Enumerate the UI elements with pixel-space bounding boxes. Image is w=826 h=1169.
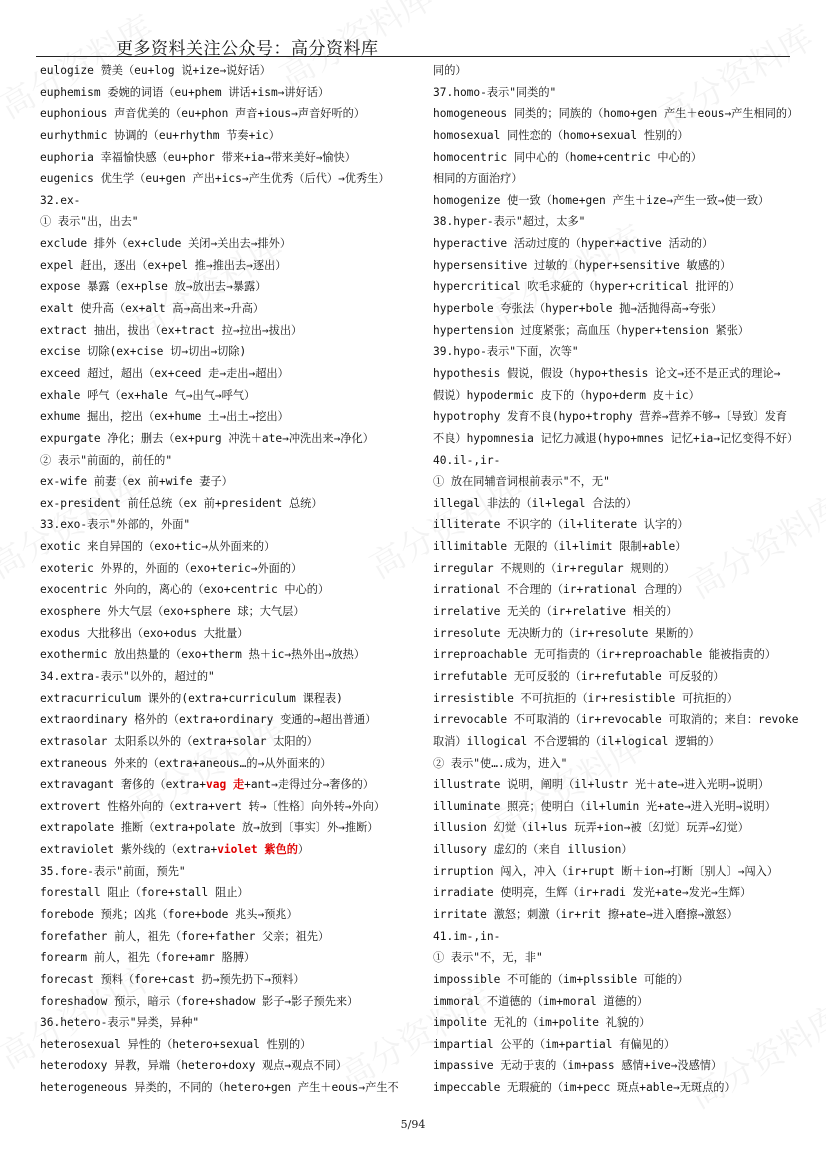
text-line: 同的） [433, 64, 467, 77]
text-line: extrapolate 推断（extra+polate 放→放到〔事实〕外→推断） [40, 821, 379, 835]
text-line: irruption 闯入，冲入（ir+rupt 断＋ion→打断〔别人〕→闯入） [433, 864, 779, 878]
left-column [40, 60, 426, 1099]
text-line: illiterate 不识字的（il+literate 认字的） [433, 518, 689, 532]
text-line: extravagant 奢侈的（extra+vag 走+ant→走得过分→奢侈的） [40, 778, 375, 792]
text-line: extrasolar 太阳系以外的（extra+solar 太阳的） [40, 734, 318, 748]
text-line: 相同的方面治疗） [433, 172, 523, 186]
text-line: heterogeneous 异类的，不同的（hetero+gen 产生＋eous→产生不 [40, 1081, 399, 1095]
text-line: extraneous 外来的（extra+aneous…的→从外面来的） [40, 756, 332, 770]
text-line: extraordinary 格外的（extra+ordinary 变通的→超出普通） [40, 713, 377, 727]
text-line: illusion 幻觉（il+lus 玩弄+ion→被〔幻觉〕玩弄→幻觉） [433, 821, 749, 835]
text-line: extract 抽出，拔出（ex+tract 拉→拉出→拔出） [40, 323, 303, 337]
text-line: irresolute 无决断力的（ir+resolute 果断的） [433, 626, 700, 640]
text-line: irreproachable 无可指责的（ir+reproachable 能被指责的） [433, 648, 777, 662]
text-line: hyperbole 夸张法（hyper+bole 抛→活抛得高→夸张） [433, 302, 723, 316]
text-line: impossible 不可能的（im+plssible 可能的） [433, 972, 689, 986]
highlighted-text: vag 走 [206, 778, 245, 792]
text-line: impeccable 无瑕疵的（im+pecc 斑点+able→无斑点的） [433, 1081, 736, 1095]
text-line: illusory 虚幻的（来自 illusion） [433, 843, 633, 857]
text-line: hyperactive 活动过度的（hyper+active 活动的） [433, 237, 714, 251]
text-line: extracurriculum 课外的(extra+curriculum 课程表) [40, 691, 343, 705]
text-line: 36.hetero-表示"异类，异种" [40, 1016, 200, 1030]
text-line: forebode 预兆；凶兆（fore+bode 兆头→预兆） [40, 907, 298, 921]
text-line: 不良）hypomnesia 记忆力减退(hypo+mnes 记忆+ia→记忆变得不好） [433, 431, 799, 445]
text-line: irrelative 无关的（ir+relative 相关的） [433, 605, 678, 619]
text-line: hypertension 过度紧张；高血压（hyper+tension 紧张） [433, 323, 750, 337]
text-line: ex-wife 前妻（ex 前+wife 妻子） [40, 475, 233, 489]
text-line: 40.il-,ir- [433, 453, 501, 467]
text-line: exhale 呼气（ex+hale 气→出气→呼气） [40, 388, 256, 402]
text-line: homogenize 使一致（home+gen 产生＋ize→产生一致→使一致） [433, 193, 770, 207]
text-line: 38.hyper-表示"超过，太多" [433, 215, 586, 229]
page-number: 5/94 [400, 1118, 426, 1131]
right-column [433, 60, 803, 1099]
text-line: forearm 前人，祖先（fore+amr 胳膊） [40, 951, 256, 965]
text-line: irradiate 使明亮，生辉（ir+radi 发光+ate→发光→生辉） [433, 886, 752, 900]
text-line: 39.hypo-表示"下面，次等" [433, 345, 579, 359]
text-line: eulogize 赞美（eu+log 说+ize→说好话） [40, 64, 271, 77]
text-line: heterosexual 异性的（hetero+sexual 性别的） [40, 1037, 312, 1051]
text-line: impassive 无动于衷的（im+pass 感情+ive→没感情） [433, 1059, 723, 1073]
text-line: exotic 来自异国的（exo+tic→从外面来的） [40, 540, 276, 554]
text-line: irrevocable 不可取消的（ir+revocable 可取消的；来自：revoke [433, 713, 799, 727]
text-line: homosexual 同性恋的（homo+sexual 性别的） [433, 128, 689, 142]
text-line: impolite 无礼的（im+polite 礼貌的） [433, 1016, 651, 1030]
text-line: eugenics 优生学（eu+gen 产出+ics→产生优秀（后代）→优秀生） [40, 172, 390, 186]
text-line: irritate 激怒；刺激（ir+rit 擦+ate→进入磨擦→激怒） [433, 907, 738, 921]
text-line: forecast 预料（fore+cast 扔→预先扔下→预料） [40, 972, 305, 986]
text-line: ① 表示"不，无，非" [433, 951, 543, 965]
text-line: hypercritical 吹毛求疵的（hyper+critical 批评的） [433, 280, 741, 294]
text-line: expel 赶出，逐出（ex+pel 推→推出去→逐出） [40, 258, 287, 272]
text-line: exothermic 放出热量的（exo+therm 热＋ic→热外出→放热） [40, 648, 366, 662]
text-line: exosphere 外大气层（exo+sphere 球；大气层） [40, 605, 305, 619]
text-line: hypothesis 假说，假设（hypo+thesis 论文→还不是正式的理论→ [433, 366, 781, 380]
text-line: forefather 前人，祖先（fore+father 父亲；祖先） [40, 929, 330, 943]
text-line: 37.homo-表示"同类的" [433, 85, 557, 99]
text-line: exocentric 外向的，离心的（exo+centric 中心的） [40, 583, 330, 597]
text-line: ex-president 前任总统（ex 前+president 总统） [40, 496, 323, 510]
text-line: 32.ex- [40, 193, 81, 207]
text-line: excise 切除(ex+cise 切→切出→切除) [40, 345, 247, 359]
text-line: extrovert 性格外向的（extra+vert 转→〔性格〕向外转→外向） [40, 799, 386, 813]
text-line: hypersensitive 过敏的（hyper+sensitive 敏感的） [433, 258, 732, 272]
text-line: illuminate 照亮；使明白（il+lumin 光+ate→进入光明→说明） [433, 799, 776, 813]
text-line: exhume 掘出，挖出（ex+hume 土→出土→挖出） [40, 410, 289, 424]
text-line: 34.extra-表示"以外的，超过的" [40, 669, 215, 683]
text-line: exceed 超过，超出（ex+ceed 走→走出→超出） [40, 366, 289, 380]
text-line: 33.exo-表示"外部的，外面" [40, 518, 191, 532]
text-line: exclude 排外（ex+clude 关闭→关出去→排外） [40, 237, 292, 251]
text-line: foreshadow 预示，暗示（fore+shadow 影子→影子预先来） [40, 994, 359, 1008]
text-line: illegal 非法的（il+legal 合法的） [433, 496, 638, 510]
text-line: ① 表示"出，出去" [40, 215, 139, 229]
text-line: euphonious 声音优美的（eu+phon 声音+ious→声音好听的） [40, 107, 366, 121]
text-line: eurhythmic 协调的（eu+rhythm 节奏+ic） [40, 128, 280, 142]
text-line: homocentric 同中心的（home+centric 中心的） [433, 150, 703, 164]
text-line: 41.im-,in- [433, 929, 501, 943]
text-line: 取消）illogical 不合逻辑的（il+logical 逻辑的） [433, 734, 720, 748]
text-line: ① 放在同辅音词根前表示"不，无" [433, 475, 610, 489]
text-line: irrefutable 无可反驳的（ir+refutable 可反驳的） [433, 669, 725, 683]
header-divider [36, 56, 790, 57]
text-line: immoral 不道德的（im+moral 道德的） [433, 994, 649, 1008]
text-line: hypotrophy 发育不良(hypo+trophy 营养→营养不够→〔导致〕发育 [433, 410, 788, 424]
text-line: exodus 大批移出（exo+odus 大批量） [40, 626, 249, 640]
text-line: expurgate 净化；删去（ex+purg 冲洗＋ate→冲洗出来→净化） [40, 431, 374, 445]
text-line: impartial 公平的（im+partial 有偏见的） [433, 1037, 676, 1051]
text-line: 假说）hypodermic 皮下的（hypo+derm 皮＋ic） [433, 388, 700, 402]
text-line: irregular 不规则的（ir+regular 规则的） [433, 561, 676, 575]
highlighted-text: violet 紫色的 [217, 843, 298, 857]
page-header-title: 更多资料关注公众号：高分资料库 [116, 39, 379, 59]
text-line: homogeneous 同类的；同族的（homo+gen 产生＋eous→产生相同的） [433, 107, 799, 121]
text-line: illimitable 无限的（il+limit 限制+able） [433, 540, 687, 554]
text-line: forestall 阻止（fore+stall 阻止） [40, 886, 249, 900]
text-line: irresistible 不可抗拒的（ir+resistible 可抗拒的） [433, 691, 738, 705]
text-line: expose 暴露（ex+plse 放→放出去→暴露） [40, 280, 267, 294]
text-line: exoteric 外界的，外面的（exo+teric→外面的） [40, 561, 303, 575]
text-line: euphemism 委婉的词语（eu+phem 讲话+ism→讲好话） [40, 85, 330, 99]
text-line: illustrate 说明，阐明（il+lustr 光＋ate→进入光明→说明） [433, 778, 770, 792]
text-line: heterodoxy 异教，异端（hetero+doxy 观点→观点不同） [40, 1059, 348, 1073]
text-line: euphoria 幸福愉快感（eu+phor 带来+ia→带来美好→愉快） [40, 150, 356, 164]
text-line: ② 表示"使….成为，进入" [433, 756, 568, 770]
text-line: ② 表示"前面的，前任的" [40, 453, 173, 467]
text-line: exalt 使升高（ex+alt 高→高出来→升高） [40, 302, 265, 316]
text-line: 35.fore-表示"前面，预先" [40, 864, 186, 878]
text-line: irrational 不合理的（ir+rational 合理的） [433, 583, 689, 597]
text-line: extraviolet 紫外线的（extra+violet 紫色的） [40, 843, 310, 857]
